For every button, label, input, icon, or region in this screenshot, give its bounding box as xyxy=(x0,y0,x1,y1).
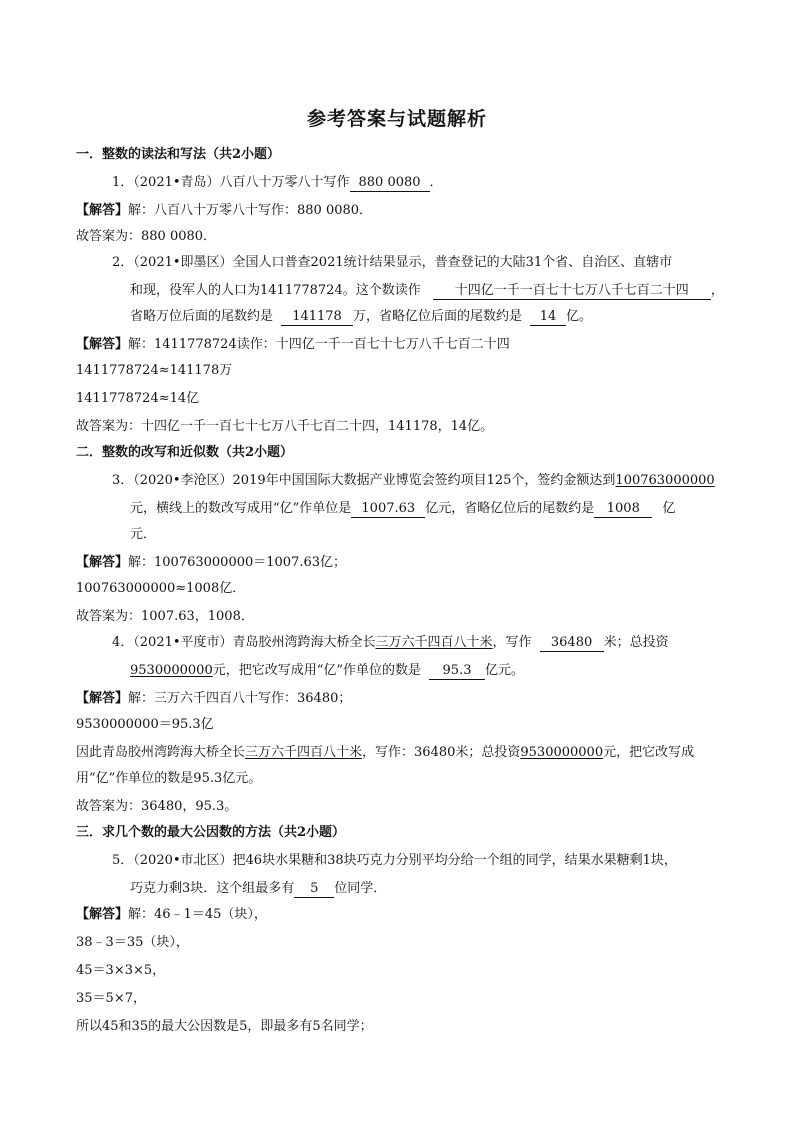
question-4-text-3: 米；总投资 xyxy=(603,635,669,650)
question-2-line-2 xyxy=(130,282,724,300)
answer-4-line-4: 用“亿”作单位的数是95.3亿元。 xyxy=(76,771,262,786)
question-3-line-1 xyxy=(112,472,715,490)
question-5-blank-1: 5 xyxy=(294,881,334,898)
answer-1 xyxy=(76,202,372,220)
question-3-line-2 xyxy=(130,500,675,518)
question-5-text-2: 位同学． xyxy=(334,881,387,896)
answer-4-line-1: 解：三万六千四百八十写作：36480； xyxy=(128,691,352,706)
answer-2-final: 故答案为：十四亿一千一百七十七万八千七百二十四，141178，14亿。 xyxy=(76,419,494,434)
question-4-line-1 xyxy=(112,634,669,652)
answer-3-line-1: 解：100763000000＝1007.63亿； xyxy=(128,555,347,570)
answer-5-line-4: 35＝5×7， xyxy=(76,991,146,1006)
answer-1-final: 故答案为：880 0080． xyxy=(76,229,217,244)
answer-1-line-1: 解：八百八十万零八十写作：880 0080． xyxy=(128,203,373,218)
answer-5-line-1: 解：46﹣1＝45（块）， xyxy=(128,907,267,922)
section-heading-1: 一．整数的读法和写法（共2小题） xyxy=(76,147,281,162)
question-2-blank-2: 141178 xyxy=(281,309,353,326)
question-2-text-4: 亿。 xyxy=(566,309,593,324)
question-5-line-1: 5．（2020•市北区）把46块水果糖和38块巧克力分别平均分给一个组的同学，结果水果糖剩1块， xyxy=(112,853,677,868)
answer-4-text-2: ，写作：36480米；总投资 xyxy=(362,745,521,760)
question-4-underlined-number: 9530000000 xyxy=(130,663,213,678)
question-2-blank-3: 14 xyxy=(530,309,566,326)
question-3-blank-1: 1007.63 xyxy=(351,501,425,518)
answer-5 xyxy=(76,906,267,924)
question-3-text-2: 元，横线上的数改写成用“亿”作单位是 xyxy=(130,501,352,516)
answer-4-underlined-number: 9530000000 xyxy=(520,745,604,760)
question-3-text: 3．（2020•李沧区）2019年中国国际大数据产业博览会签约项目125个，签约金额达到 xyxy=(112,473,616,488)
question-1-text: 1．（2021•青岛）八百八十万零八十写作 xyxy=(112,175,350,190)
question-2-line-3 xyxy=(130,308,592,326)
answer-5-line-5: 所以45和35的最大公因数是5，即最多有5名同学； xyxy=(76,1019,373,1034)
question-2-line-1: 2．（2021•即墨区）全国人口普查2021统计结果显示，普查登记的大陆31个省、自治区、直辖市 xyxy=(112,255,673,270)
question-2-text: 和现，役军人的人口为1411778724。这个数读作 xyxy=(130,283,421,298)
answer-2 xyxy=(76,336,510,354)
section-heading-2: 二．整数的改写和近似数（共2小题） xyxy=(76,445,294,460)
answer-5-line-3: 45＝3×3×5， xyxy=(76,963,166,978)
answer-3-line-2: 100763000000≈1008亿． xyxy=(76,581,246,596)
question-4-text-2: ，写作 xyxy=(492,635,532,650)
question-2-blank-1: 十四亿一千一百七十七万八千七百二十四 xyxy=(433,283,711,300)
answer-4-line-3 xyxy=(76,744,694,762)
answer-2-line-3: 1411778724≈14亿 xyxy=(76,391,200,406)
question-2-text-2: 省略万位后面的尾数约是 xyxy=(130,309,274,324)
question-1-blank: 880 0080 xyxy=(350,175,430,192)
answer-4-text: 因此青岛胶州湾跨海大桥全长 xyxy=(76,745,246,760)
question-4-text-4: 元，把它改写成用“亿”作单位的数是 xyxy=(212,663,422,678)
answer-4-underlined-text: 三万六千四百八十米 xyxy=(245,745,363,760)
answer-tag: 【解答】 xyxy=(76,691,129,706)
question-4-text: 4．（2021•平度市）青岛胶州湾跨海大桥全长 xyxy=(112,635,376,650)
section-heading-3: 三．求几个数的最大公因数的方法（共2小题） xyxy=(76,825,346,840)
question-1-end: ． xyxy=(429,175,443,190)
answer-tag: 【解答】 xyxy=(76,337,129,352)
question-3-text-3: 亿元，省略亿位后的尾数约是 xyxy=(425,501,595,516)
answer-3-final: 故答案为：1007.63，1008． xyxy=(76,609,254,624)
question-2-text-3: 万，省略亿位后面的尾数约是 xyxy=(353,309,523,324)
answer-2-line-2: 1411778724≈141178万 xyxy=(76,363,233,378)
question-4-text-5: 亿元。 xyxy=(485,663,525,678)
answer-tag: 【解答】 xyxy=(76,907,129,922)
question-4-blank-2: 95.3 xyxy=(429,663,485,680)
question-3-blank-2: 1008 xyxy=(594,501,652,518)
answer-5-line-2: 38﹣3＝35（块）， xyxy=(76,935,189,950)
question-3-underlined-number: 100763000000 xyxy=(615,473,715,488)
question-1 xyxy=(112,174,443,192)
question-5-line-2 xyxy=(130,880,386,898)
question-2-comma: ， xyxy=(710,283,724,298)
question-4-underlined-text: 三万六千四百八十米 xyxy=(375,635,493,650)
answer-2-line-1: 解：1411778724读作：十四亿一千一百七十七万八千七百二十四 xyxy=(128,337,510,352)
answer-4-line-2: 9530000000＝95.3亿 xyxy=(76,717,214,732)
question-3-text-4: 亿 xyxy=(662,501,676,516)
answer-4-text-3: 元，把它改写成 xyxy=(603,745,695,760)
answer-3 xyxy=(76,554,346,572)
answer-tag: 【解答】 xyxy=(76,203,129,218)
answer-4-final: 故答案为：36480，95.3。 xyxy=(76,799,238,814)
question-4-blank-1: 36480 xyxy=(540,635,604,652)
question-3-line-3: 元． xyxy=(130,527,157,542)
question-4-line-2 xyxy=(130,662,524,680)
answer-tag: 【解答】 xyxy=(76,555,129,570)
page-title: 参考答案与试题解析 xyxy=(306,108,487,130)
question-5-text: 巧克力剩3块．这个组最多有 xyxy=(130,881,295,896)
answer-4 xyxy=(76,690,351,708)
